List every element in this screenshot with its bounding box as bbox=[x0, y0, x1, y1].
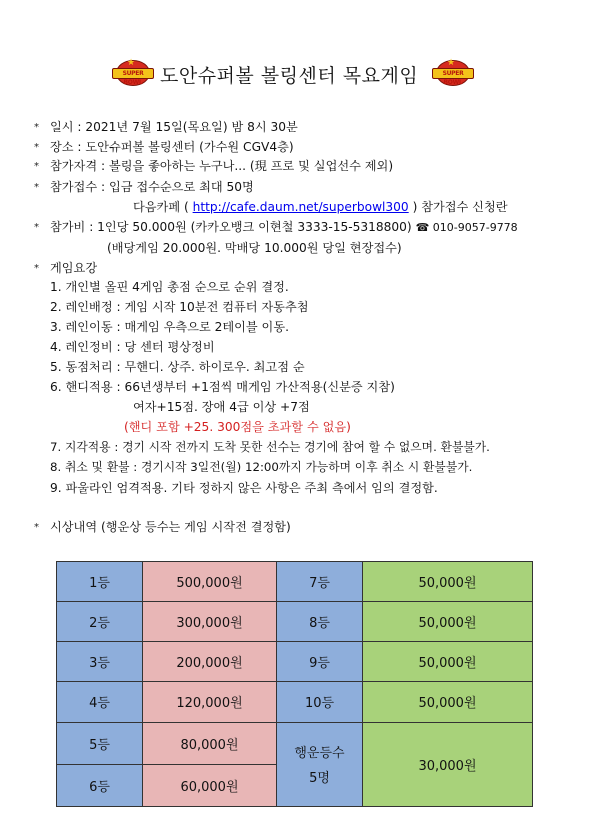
rule-item: 9. 파울라인 엄격적용. 기타 정하지 않은 사항은 주최 측에서 임의 결정함. bbox=[50, 481, 438, 495]
table-row bbox=[57, 642, 533, 682]
prize-rank: 10등 bbox=[277, 682, 363, 722]
bullet-marker: * bbox=[34, 263, 39, 274]
rule-item: 8. 취소 및 환불 : 경기시작 3일전(월) 12:00까지 가능하며 이후 취소 시 환불불가. bbox=[50, 460, 473, 474]
table-row bbox=[57, 602, 533, 642]
bullet-marker: * bbox=[34, 142, 39, 153]
super-bowl-logo-left: ★ SUPER BOWL bbox=[112, 58, 152, 86]
prize-rank: 4등 bbox=[57, 682, 143, 722]
page-title: 도안슈퍼볼 볼링센터 목요게임 bbox=[160, 65, 419, 87]
prize-table bbox=[56, 561, 533, 807]
prize-rank: 8등 bbox=[277, 602, 363, 642]
prize-amount: 50,000원 bbox=[363, 562, 533, 602]
eligibility: 참가자격 : 볼링을 좋아하는 누구나... (現 프로 및 실업선수 제외) bbox=[50, 159, 394, 173]
rule-item: 4. 레인정비 : 당 센터 평상정비 bbox=[50, 340, 215, 354]
rule-item: 3. 레인이동 : 매게임 우측으로 2테이블 이동. bbox=[50, 320, 289, 334]
prizes-heading: 시상내역 (행운상 등수는 게임 시작전 결정함) bbox=[50, 520, 291, 534]
phone-number: ☎ 010-9057-9778 bbox=[415, 221, 518, 234]
super-bowl-logo-right: ★ SUPER BOWL bbox=[432, 58, 472, 86]
prize-rank: 7등 bbox=[277, 562, 363, 602]
table-row bbox=[57, 722, 533, 764]
prize-amount: 50,000원 bbox=[363, 682, 533, 722]
rule-item: 6. 핸디적용 : 66년생부터 +1점씩 매게임 가산적용(신분증 지참) bbox=[50, 380, 395, 394]
prize-rank: 6등 bbox=[57, 764, 143, 806]
prize-amount: 50,000원 bbox=[363, 642, 533, 682]
lucky-prize-rank: 행운등수 5명 bbox=[277, 722, 363, 807]
cafe-link[interactable]: http://cafe.daum.net/superbowl300 bbox=[192, 200, 409, 214]
prize-amount: 80,000원 bbox=[143, 722, 277, 764]
prize-amount: 50,000원 bbox=[363, 602, 533, 642]
event-place: 장소 : 도안슈퍼볼 볼링센터 (가수원 CGV4층) bbox=[50, 140, 294, 154]
lucky-prize-amount: 30,000원 bbox=[363, 722, 533, 807]
prize-amount: 200,000원 bbox=[143, 642, 277, 682]
prize-amount: 120,000원 bbox=[143, 682, 277, 722]
event-date: 일시 : 2021년 7월 15일(목요일) 밤 8시 30분 bbox=[50, 120, 298, 134]
registration: 참가접수 : 입금 접수순으로 최대 50명 bbox=[50, 180, 254, 194]
entry-fee-side-games: (배당게임 20.000원. 막배당 10.000원 당일 현장접수) bbox=[107, 241, 402, 255]
table-row bbox=[57, 682, 533, 722]
table-row bbox=[57, 562, 533, 602]
rules-heading: 게임요강 bbox=[50, 261, 98, 275]
prize-amount: 300,000원 bbox=[143, 602, 277, 642]
prize-rank: 5등 bbox=[57, 722, 143, 764]
entry-fee: 참가비 : 1인당 50.000원 (카카오뱅크 이현철 3333-15-5318800) ☎ 010-9057-9778 bbox=[50, 220, 518, 234]
prize-rank: 3등 bbox=[57, 642, 143, 682]
rule-item: 2. 레인배정 : 게임 시작 10분전 컴퓨터 자동추첨 bbox=[50, 300, 309, 314]
bullet-marker: * bbox=[34, 182, 39, 193]
prize-rank: 9등 bbox=[277, 642, 363, 682]
prize-amount: 500,000원 bbox=[143, 562, 277, 602]
bullet-marker: * bbox=[34, 161, 39, 172]
registration-cafe-line: 다음카페 ( http://cafe.daum.net/superbowl300 ) 참가접수 신청란 bbox=[133, 200, 508, 214]
rule-item: 5. 동점처리 : 무핸디. 상주. 하이로우. 최고점 순 bbox=[50, 360, 305, 374]
rule-item-continuation: 여자+15점. 장애 4급 이상 +7점 bbox=[133, 400, 310, 414]
bullet-marker: * bbox=[34, 222, 39, 233]
handicap-cap-note: (핸디 포함 +25. 300점을 초과할 수 없음) bbox=[124, 420, 351, 434]
rule-item: 1. 개인별 올핀 4게임 총점 순으로 순위 결정. bbox=[50, 280, 289, 294]
bullet-marker: * bbox=[34, 122, 39, 133]
prize-rank: 1등 bbox=[57, 562, 143, 602]
rule-item: 7. 지각적용 : 경기 시작 전까지 도착 못한 선수는 경기에 참여 할 수 없으며. 환불불가. bbox=[50, 440, 490, 454]
prize-rank: 2등 bbox=[57, 602, 143, 642]
bullet-marker: * bbox=[34, 522, 39, 533]
prize-amount: 60,000원 bbox=[143, 764, 277, 806]
